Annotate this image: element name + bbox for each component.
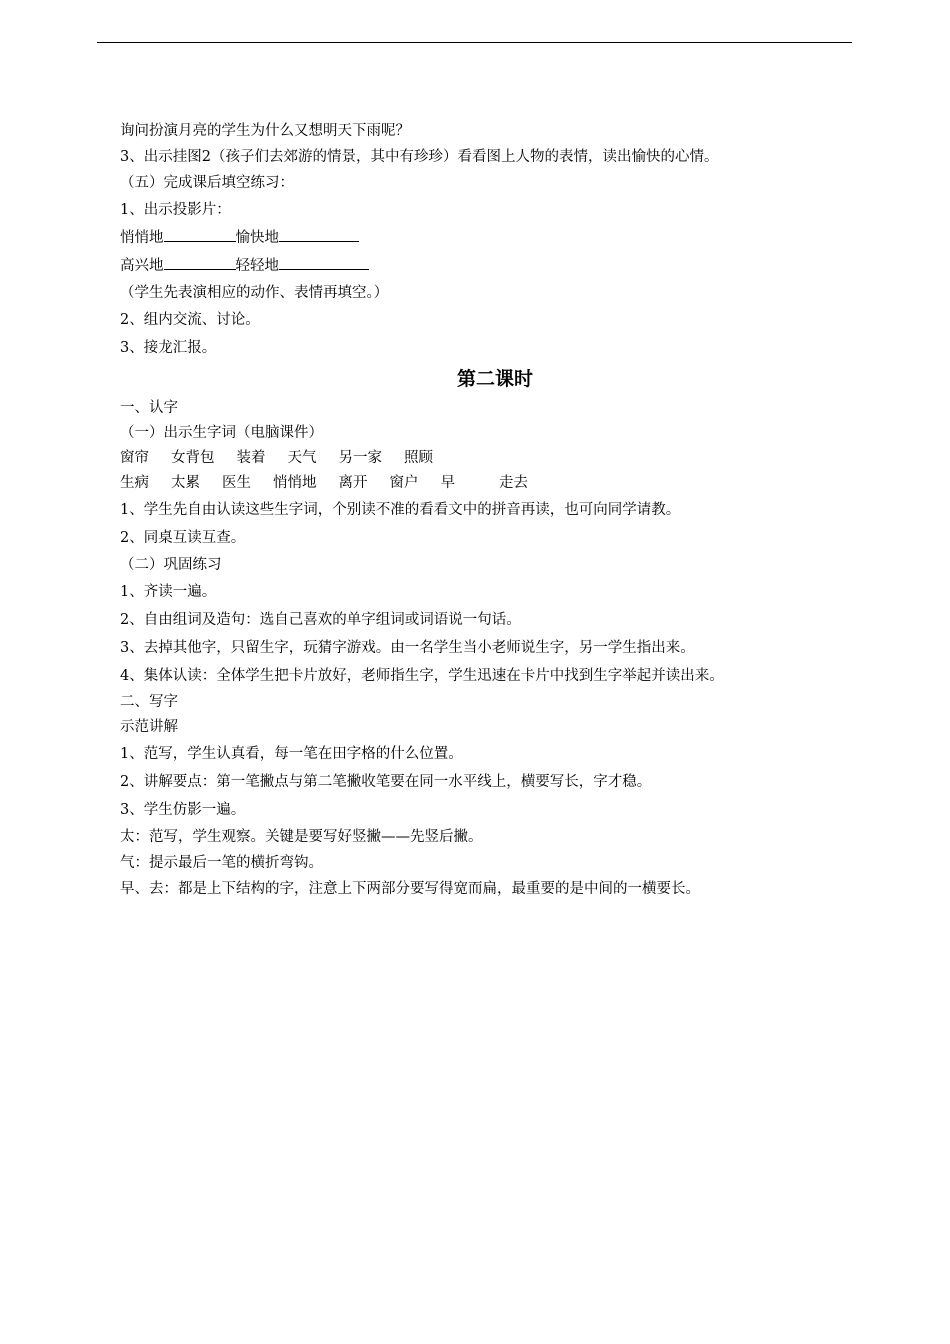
word: 生病 (120, 475, 149, 491)
word: 女背包 (171, 450, 215, 466)
paragraph: 询问扮演月亮的学生为什么又想明天下雨呢？ (120, 123, 410, 139)
word-list-row (120, 471, 840, 496)
paragraph: 3、去掉其他字，只留生字，玩猜字游戏。由一名学生当小老师说生字，另一学生指出来。 (120, 640, 695, 656)
fill-blank (279, 227, 359, 242)
paragraph: 1、范写，学生认真看，每一笔在田字格的什么位置。 (120, 746, 463, 762)
fill-blank (279, 255, 369, 270)
fill-blank (164, 255, 236, 270)
paragraph: 太：范写，学生观察。关键是要写好竖撇——先竖后撇。 (120, 829, 483, 845)
subheading: （一）出示生字词（电脑课件） (120, 425, 323, 441)
fill-blank-row (120, 252, 840, 280)
word: 天气 (287, 450, 317, 466)
fill-blank-row (120, 224, 840, 252)
word: 早 (440, 475, 455, 491)
paragraph: 1、出示投影片： (120, 202, 231, 218)
fill-word: 愉快地 (235, 230, 279, 246)
paragraph: 2、组内交流、讨论。 (120, 312, 260, 328)
paragraph: （学生先表演相应的动作、表情再填空。） (120, 285, 389, 301)
word-list-row (120, 446, 840, 471)
header-rule (97, 42, 852, 43)
paragraph: 1、学生先自由认读这些生字词，个别读不准的看看文中的拼音再读，也可向同学请教。 (120, 502, 681, 518)
word: 窗帘 (120, 450, 149, 466)
word: 离开 (338, 475, 368, 491)
fill-blank (164, 227, 236, 242)
word: 照顾 (404, 450, 433, 466)
fill-word: 高兴地 (120, 258, 164, 274)
paragraph: 气：提示最后一笔的横折弯钩。 (120, 855, 323, 871)
paragraph: 2、自由组词及造句：选自己喜欢的单字组词或词语说一句话。 (120, 612, 521, 628)
heading: 一、认字 (120, 400, 178, 416)
document-body (120, 118, 840, 902)
word: 太累 (171, 475, 200, 491)
paragraph: 2、讲解要点：第一笔撇点与第二笔撇收笔要在同一水平线上，横要写长，字才稳。 (120, 774, 652, 790)
paragraph: （五）完成课后填空练习： (120, 175, 294, 191)
paragraph: 3、学生仿影一遍。 (120, 802, 246, 818)
word: 装着 (236, 450, 266, 466)
paragraph: 3、出示挂图2（孩子们去郊游的情景，其中有珍珍）看看图上人物的表情，读出愉快的心情。 (120, 149, 719, 165)
word: 窗户 (389, 475, 419, 491)
word: 医生 (222, 475, 251, 491)
heading: 二、写字 (120, 694, 178, 710)
fill-word: 悄悄地 (120, 230, 164, 246)
subheading: （二）巩固练习 (120, 557, 222, 573)
section-title: 第二课时 (456, 368, 533, 390)
word: 走去 (499, 475, 528, 491)
word: 悄悄地 (273, 475, 317, 491)
word: 另一家 (338, 450, 382, 466)
subheading: 示范讲解 (120, 719, 178, 735)
paragraph: 2、同桌互读互查。 (120, 530, 246, 546)
paragraph: 3、接龙汇报。 (120, 340, 217, 356)
paragraph: 1、齐读一遍。 (120, 584, 217, 600)
paragraph: 4、集体认读：全体学生把卡片放好，老师指生字，学生迅速在卡片中找到生字举起并读出来。 (120, 668, 724, 684)
fill-word: 轻轻地 (235, 258, 279, 274)
paragraph: 早、去：都是上下结构的字，注意上下两部分要写得宽而扁，最重要的是中间的一横要长。 (120, 881, 700, 897)
